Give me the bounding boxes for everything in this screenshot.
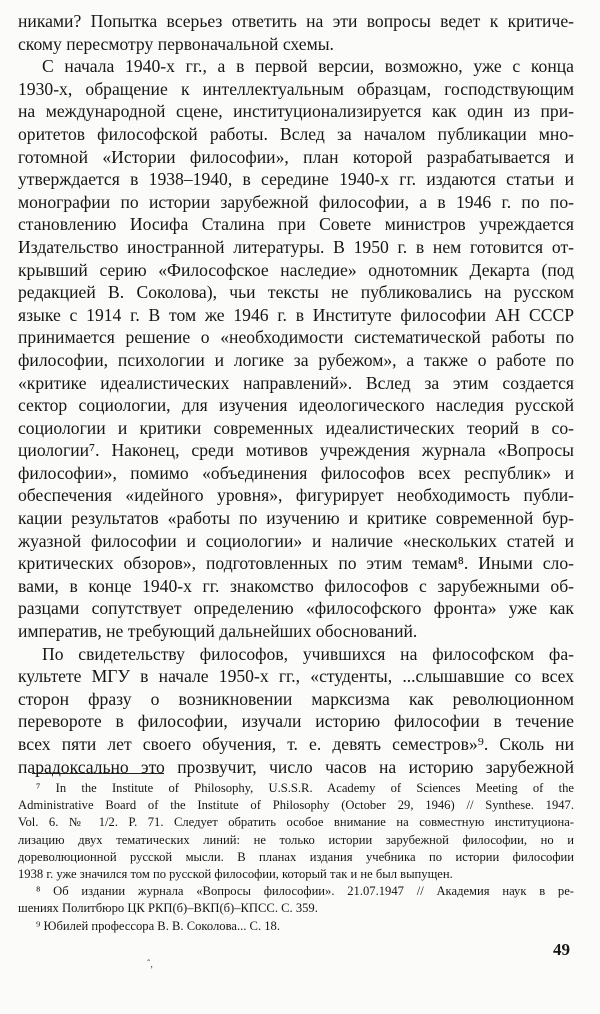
text-line: жуазной философии и социологии» и наличие «нескольких статей и xyxy=(18,530,574,551)
text-line: обеспечения «идейного уровня», фигурирует необходимость публи- xyxy=(18,485,574,506)
text-line: вами, в конце 1940-х гг. знакомство философов с зарубежными об- xyxy=(18,575,574,596)
text-line: утверждается в 1938–1940, в середине 1940-х гг. издаются статьи и xyxy=(18,169,574,190)
text-line: философии», помимо «объединения философов всех республик» и xyxy=(18,462,574,483)
footnote-line: шениях Политбюро ЦК РКП(б)–ВКП(б)–КПСС. С. 359. xyxy=(18,901,318,916)
text-line: редакцией В. Соколова), чьи тексты не публиковались на русском xyxy=(18,282,574,303)
footnote-line: 1938 г. уже значился том по русской философии, который так и не был выпущен. xyxy=(18,866,453,881)
text-line: становлению Иосифа Сталина при Совете министров учреждается xyxy=(18,214,574,235)
text-line: крывший серию «Философское наследие» однотомник Декарта (под xyxy=(18,259,574,280)
footnote-divider xyxy=(32,773,164,774)
footnote-line: ⁷ In the Institute of Philosophy, U.S.S.R. Academy of Sciences Meeting of the xyxy=(36,781,574,795)
text-line: языке с 1914 г. В том же 1946 г. в Институте философии АН СССР xyxy=(18,304,574,325)
text-line: перевороте в философии, изучали историю философии в течение xyxy=(18,711,574,732)
footnote-line: ⁸ Об издании журнала «Вопросы философии». 21.07.1947 // Академия наук в ре- xyxy=(36,884,574,899)
text-line: сторон фразу о возникновении марксизма как революционном xyxy=(18,688,574,709)
text-line: на международной сцене, институционализируется как один из при- xyxy=(18,101,574,122)
text-line: императив, не требующий дальнейших обоснований. xyxy=(18,621,418,642)
text-line: С начала 1940-х гг., а в первой версии, возможно, уже с конца xyxy=(42,56,574,77)
text-line: философии, психологии и логике за рубежом», а также о работе по xyxy=(18,349,574,370)
text-line: разцами сопутствует определению «философского фронта» уже как xyxy=(18,598,574,619)
page-number: 49 xyxy=(553,940,570,959)
footnote-line: Administrative Board of the Institute of Philosophy (October 29, 1946) // Synthese. 1947. xyxy=(18,798,574,813)
footnote-line: лизацию двух тематических линий: не только истории зарубежной философии, но и xyxy=(18,832,574,847)
footnote-line: ⁹ Юбилей профессора В. В. Соколова... С. 18. xyxy=(36,918,280,933)
footnote-line: дореволюционной русской мысли. В планах издания учебника по истории философии xyxy=(18,849,574,864)
text-line: культете МГУ в начале 1950-х гг., «студенты, ...слышавшие со всех xyxy=(18,666,574,687)
text-line: «критике идеалистических направлений». Вслед за этим создается xyxy=(18,372,574,393)
text-line: парадоксально это прозвучит, число часов на историю зарубежной xyxy=(18,756,574,777)
text-line: критических обзоров», подготовленных по этим темам⁸. Иными сло- xyxy=(18,553,574,574)
main-text xyxy=(18,10,574,778)
footnote-line: Vol. 6. № 1/2. P. 71. Следует обратить особое внимание на совместную институциона- xyxy=(18,815,574,830)
text-line: готомной «Истории философии», план которой разрабатывается и xyxy=(18,146,574,167)
text-line: социологии и критики современных идеалистических теорий в со- xyxy=(18,417,574,438)
text-line: всех пяти лет своего обучения, т. е. девять семестров»⁹. Сколь ни xyxy=(18,734,574,754)
text-line: сектор социологии, для изучения идеологического наследия русской xyxy=(18,395,574,416)
text-line: По свидетельству философов, учившихся на философском фа- xyxy=(42,643,574,664)
text-line: кации результатов «работы по изучению и критике современной бур- xyxy=(18,508,574,529)
text-line: 1930-х, обращение к интеллектуальным образцам, господствующим xyxy=(18,78,574,99)
text-line: Издательство иностранной литературы. В 1950 г. в нем готовится от- xyxy=(18,236,574,257)
text-line: оритетов философской работы. Вслед за началом публикации мно- xyxy=(18,123,574,144)
text-line: скому пересмотру первоначальной схемы. xyxy=(18,33,334,54)
text-line: никами? Попытка всерьез ответить на эти вопросы ведет к критиче- xyxy=(18,11,574,31)
footnotes xyxy=(18,780,574,935)
text-line: монографии по истории зарубежной философии, а в 1946 г. по по- xyxy=(18,191,574,212)
text-line: циологии⁷. Наконец, среди мотивов учреждения журнала «Вопросы xyxy=(18,440,574,461)
stray-mark: ˆ, xyxy=(147,959,153,970)
text-line: принимается решение о «необходимости систематической работы по xyxy=(18,327,574,348)
